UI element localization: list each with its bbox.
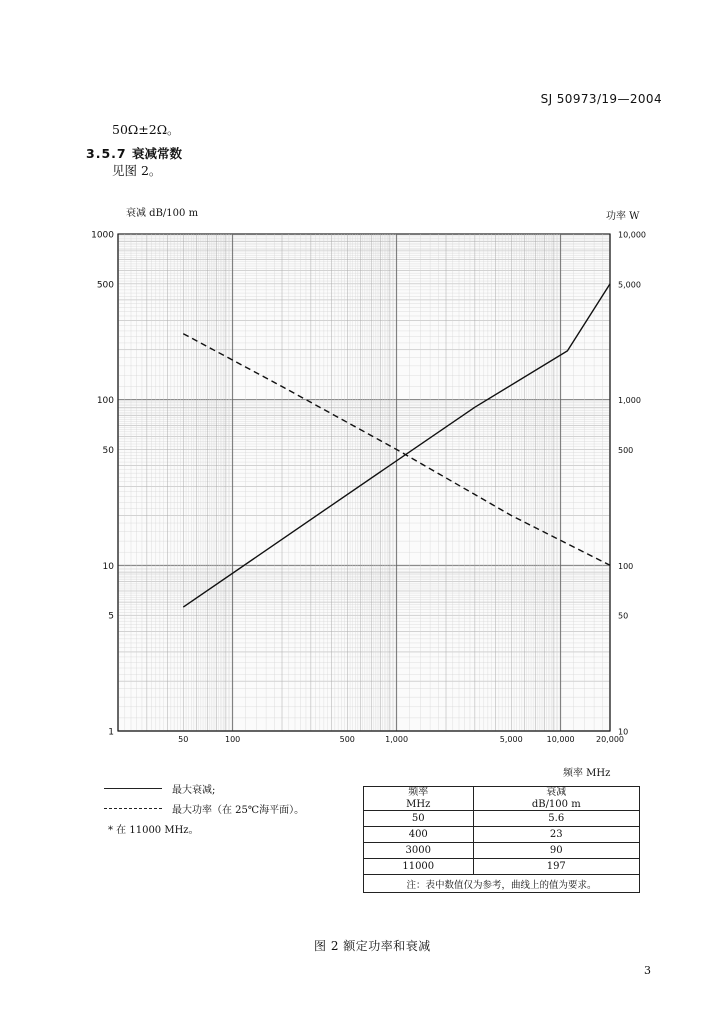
table-cell-frequency: 3000	[364, 843, 474, 859]
table-row	[364, 827, 640, 843]
x-axis-title: 频率 MHz	[563, 768, 611, 779]
table-row	[364, 811, 640, 827]
table-cell-attenuation: 5.6	[473, 811, 639, 827]
table-header-frequency	[364, 787, 474, 811]
see-figure-text: 见图 2。	[112, 163, 162, 178]
x-tick-label: 100	[224, 735, 241, 744]
left-tick-label: 50	[102, 446, 114, 457]
table-cell-attenuation: 23	[473, 827, 639, 843]
left-tick-label: 500	[96, 280, 114, 291]
table-cell-frequency: 400	[364, 827, 474, 843]
table-header-attenuation-label: 衰减	[546, 787, 567, 798]
left-tick-label: 5	[108, 611, 114, 622]
legend-dashed-label: 最大功率（在 25℃海平面）。	[172, 805, 305, 816]
x-tick-label: 50	[178, 735, 189, 744]
table-cell-frequency: 11000	[364, 859, 474, 875]
table-row	[364, 859, 640, 875]
table-header-row	[364, 787, 640, 811]
document-code: SJ 50973/19—2004	[540, 92, 662, 106]
table-header-attenuation	[473, 787, 639, 811]
x-tick-label: 10,000	[546, 735, 575, 744]
x-tick-label: 5,000	[499, 735, 523, 744]
table-row	[364, 843, 640, 859]
reference-table	[363, 786, 640, 893]
legend-solid-label: 最大衰减;	[172, 785, 216, 796]
left-tick-label: 1000	[91, 230, 114, 241]
legend-dashed-line-sample	[104, 808, 162, 809]
page-number: 3	[644, 964, 651, 977]
x-tick-label: 500	[339, 735, 355, 744]
legend-dashed	[104, 801, 304, 816]
right-tick-label: 10,000	[618, 230, 646, 240]
table-note: 注：表中数值仅为参考，曲线上的值为要求。	[364, 875, 640, 893]
section-number: 3.5.7	[86, 146, 127, 161]
right-tick-label: 500	[618, 446, 634, 456]
table-header-frequency-label: 频率	[408, 787, 429, 798]
legend-solid	[104, 781, 215, 796]
legend-footnote: * 在 11000 MHz。	[108, 825, 199, 836]
table-cell-attenuation: 197	[473, 859, 639, 875]
right-tick-label: 5,000	[618, 280, 641, 290]
legend-solid-line-sample	[104, 788, 162, 789]
left-tick-label: 1	[108, 727, 114, 738]
figure-caption: 图 2 额定功率和衰减	[314, 939, 431, 953]
right-tick-label: 10	[618, 727, 629, 737]
right-tick-label: 100	[618, 561, 634, 571]
table-note-row	[364, 875, 640, 893]
table-header-frequency-unit: MHz	[406, 798, 431, 810]
table-cell-frequency: 50	[364, 811, 474, 827]
right-tick-label: 50	[618, 611, 629, 621]
left-tick-label: 100	[96, 396, 114, 407]
left-axis-title: 衰减 dB/100 m	[126, 208, 199, 219]
impedance-line: 50Ω±2Ω。	[112, 122, 180, 137]
section-title: 衰减常数	[132, 146, 183, 161]
right-tick-label: 1,000	[618, 396, 641, 406]
table-cell-attenuation: 90	[473, 843, 639, 859]
x-tick-label: 20,000	[596, 735, 624, 744]
left-tick-label: 10	[102, 561, 114, 572]
right-axis-title: 功率 W	[606, 211, 640, 222]
table-header-attenuation-unit: dB/100 m	[531, 798, 581, 810]
x-tick-label: 1,000	[385, 735, 409, 744]
